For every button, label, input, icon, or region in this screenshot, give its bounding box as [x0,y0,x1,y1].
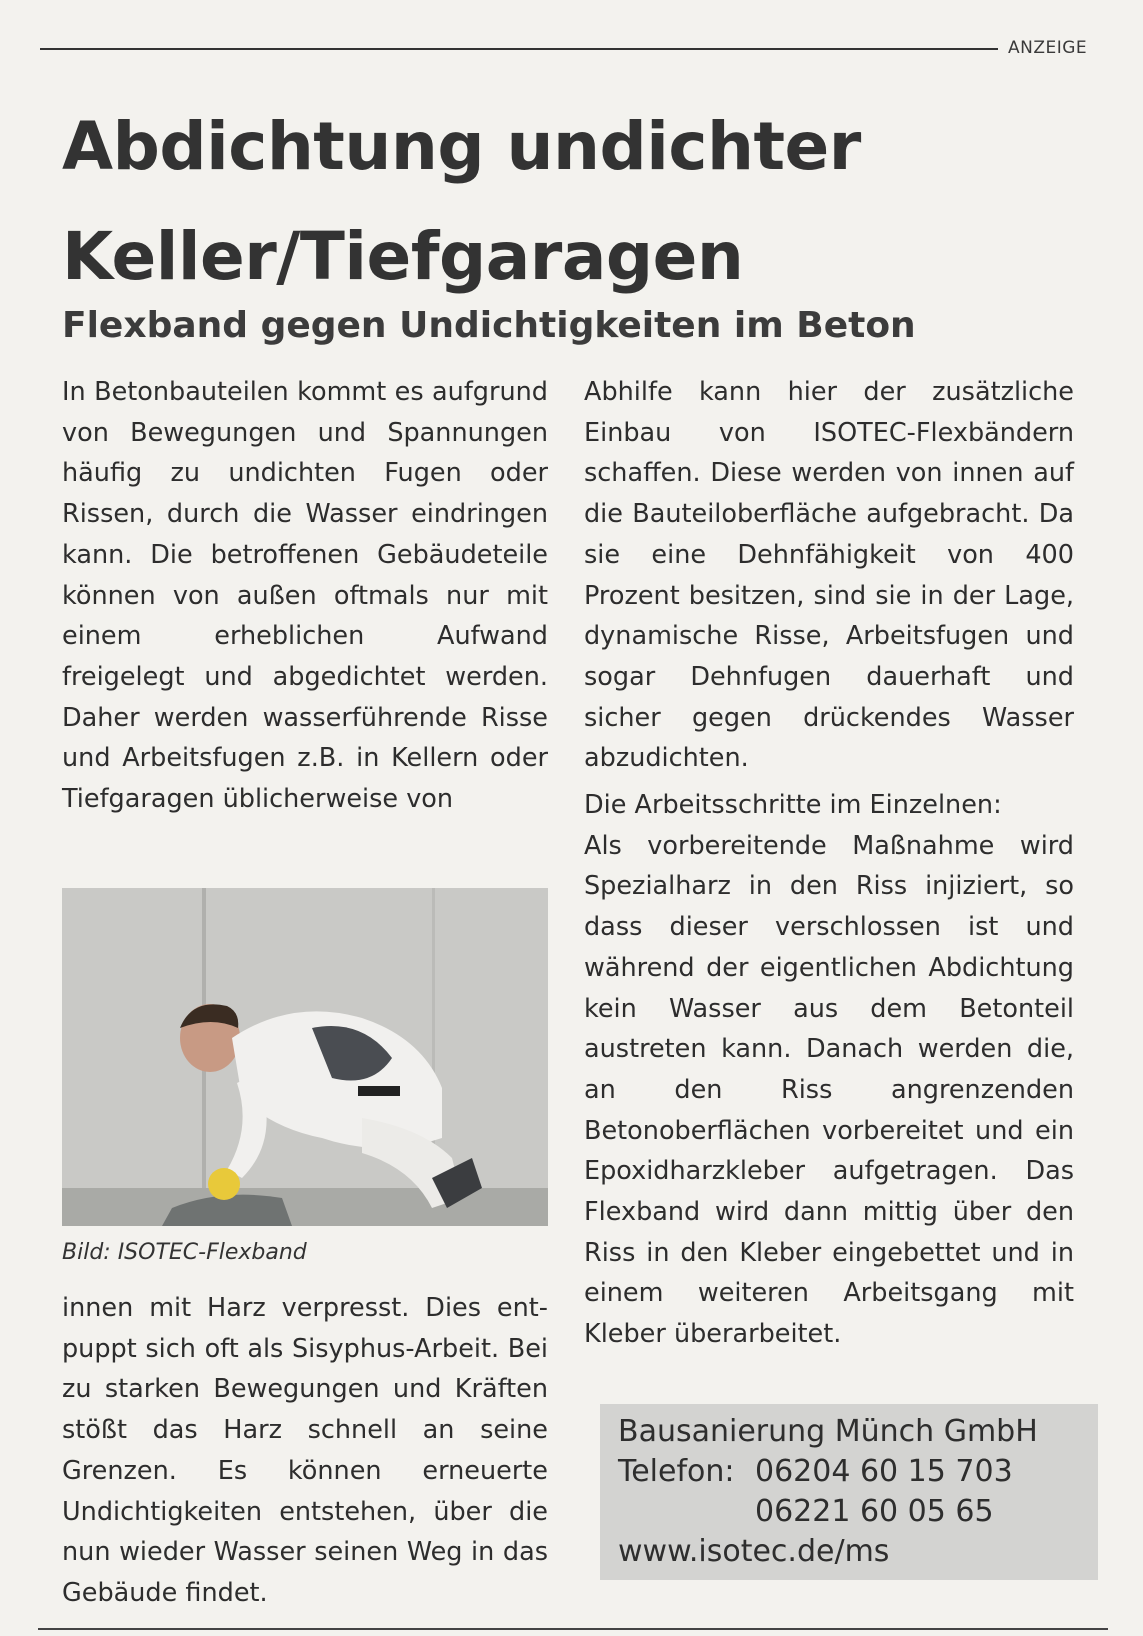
worker-illustration [62,888,548,1226]
phone-number-1: 06204 60 15 703 [755,1454,1013,1489]
left-paragraph-2: innen mit Harz verpresst. Dies entpuppt sich oft als Sisyphus-Arbeit. Bei zu starken Bewegungen und Kräften stößt das Harz schnell an seine Grenzen. Es können erneuerte Undichtigkeiten entstehen, über die nun wieder Wasser seinen Weg in das Gebäude findet. [62,1293,548,1608]
subheadline: Flexband gegen Undichtigkeiten im Beton [62,305,916,346]
headline-line-2: Keller/Tiefgaragen [62,218,744,295]
bottom-rule [38,1628,1108,1630]
right-column [584,372,1074,1355]
right-paragraph-1: Abhilfe kann hier der zusätzliche Einbau von ISOTEC-Flexbändern schaffen. Diese werden von innen auf die Bauteiloberfläche aufgebracht. Da sie eine Dehnfähigkeit von 400 Prozent besitzen, sind sie in der Lage, dynamische Risse, Arbeitsfugen und sogar Dehnfugen dauerhaft und sicher gegen drückendes Wasser abzudichten. [584,377,1074,774]
top-rule [40,48,998,50]
right-paragraph-2: Als vorbereitende Maßnahme wird Spezialharz in den Riss injiziert, so dass dieser verschlossen ist und während der eigentlichen Abdichtung kein Wasser aus dem Betonteil austreten kann. Danach werden die, an den Riss angrenzenden Betonoberflächen vorbereitet und ein Epoxidharzkleber aufgetragen. Das Flexband wird dann mittig über den Riss in den Kleber eingebettet und in einem weiteren Arbeitsgang mit Kleber überarbeitet. [584,830,1074,1350]
left-paragraph-1: In Betonbauteilen kommt es aufgrund von Bewegungen und Spannungen häufig zu undichten Fugen oder Rissen, durch die Wasser eindringen kann. Die betroffenen Gebäudeteile können von außen oftmals nur mit einem erheblichen Aufwand freigelegt und abgedichtet werden. Daher werden wasserführende Risse und Arbeitsfugen z.B. in Kellern oder Tiefgaragen üblicherweise von [62,377,548,815]
headline [62,92,1102,312]
website-link[interactable]: www.isotec.de/ms [618,1534,890,1569]
worker-photo [62,888,548,1226]
phone-number-2: 06221 60 05 65 [755,1494,994,1529]
phone-label: Telefon: [618,1454,735,1489]
photo-caption: Bild: ISOTEC-Flexband [62,1240,307,1265]
left-column-bottom [62,1288,548,1614]
left-column-top [62,372,548,820]
right-steps-heading: Die Arbeitsschritte im Einzelnen: [584,790,1002,821]
contact-box [600,1404,1098,1580]
company-name: Bausanierung Münch GmbH [618,1414,1038,1449]
ad-label: ANZEIGE [1008,38,1088,58]
headline-line-1: Abdichtung undichter [62,108,861,185]
